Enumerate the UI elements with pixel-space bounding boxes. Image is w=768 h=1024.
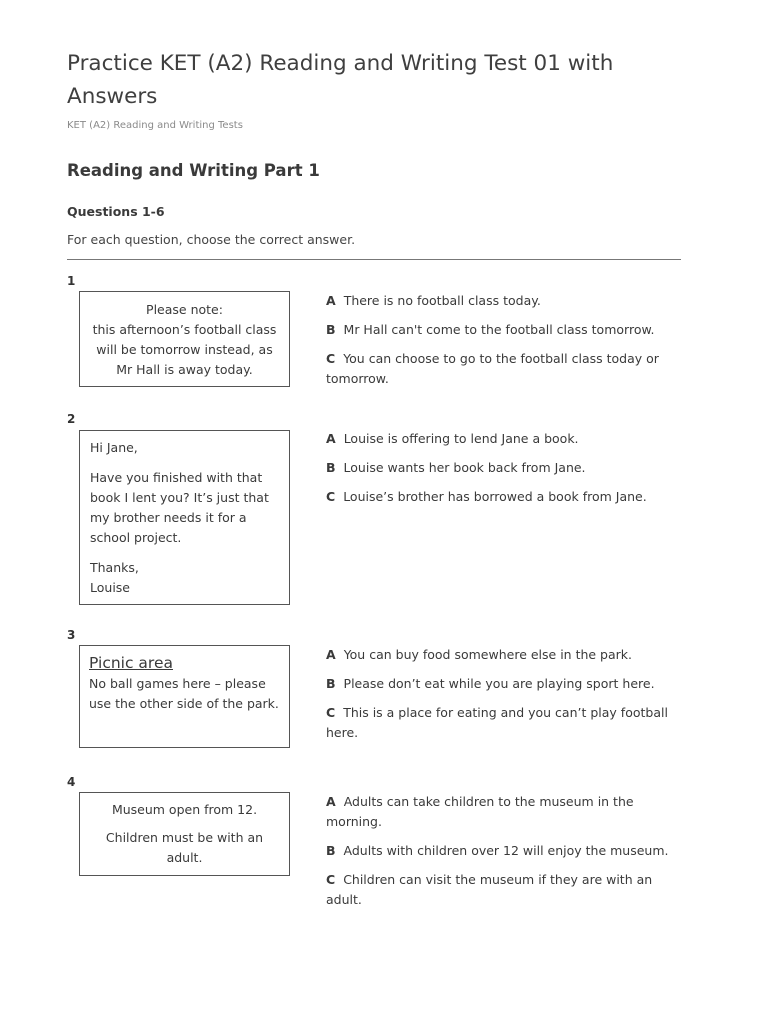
option-text: Louise wants her book back from Jane.: [343, 460, 586, 475]
notice-box: [79, 291, 290, 387]
notice-box: [79, 792, 290, 876]
option-text: Louise is offering to lend Jane a book.: [343, 431, 579, 446]
instructions-text: For each question, choose the correct answer.: [67, 232, 356, 247]
option-letter: A: [326, 647, 336, 662]
question-number: 3: [67, 628, 76, 642]
answer-option-c[interactable]: [326, 870, 686, 910]
option-text: Please don’t eat while you are playing sport here.: [343, 676, 655, 691]
breadcrumb-link[interactable]: KET (A2) Reading and Writing Tests: [67, 120, 243, 131]
question-number: 2: [67, 412, 76, 426]
question-number: 1: [67, 274, 76, 288]
answer-option-a[interactable]: [326, 429, 686, 449]
answer-option-a[interactable]: [326, 792, 686, 832]
option-letter: C: [326, 351, 336, 366]
notice-line: this afternoon’s football class will be tomorrow instead, as Mr Hall is away today.: [92, 322, 277, 377]
option-letter: C: [326, 705, 336, 720]
options-group: [326, 429, 686, 516]
option-letter: A: [326, 293, 336, 308]
notice-body: No ball games here – please use the other side of the park.: [89, 676, 279, 711]
option-letter: C: [326, 872, 336, 887]
option-text: You can buy food somewhere else in the park.: [343, 647, 632, 662]
option-text: Children can visit the museum if they are with an adult.: [326, 872, 653, 907]
option-text: This is a place for eating and you can’t play football here.: [326, 705, 668, 740]
options-group: [326, 291, 686, 398]
answer-option-c[interactable]: [326, 487, 686, 507]
answer-option-c[interactable]: [326, 349, 686, 389]
notice-greeting: Hi Jane,: [90, 440, 138, 455]
notice-title: Picnic area: [89, 654, 173, 672]
page-title: Practice KET (A2) Reading and Writing Test 01 with Answers: [67, 51, 614, 109]
option-letter: B: [326, 460, 336, 475]
option-text: Mr Hall can't come to the football class tomorrow.: [343, 322, 655, 337]
option-text: Louise’s brother has borrowed a book from Jane.: [343, 489, 647, 504]
option-letter: B: [326, 322, 336, 337]
answer-option-c[interactable]: [326, 703, 686, 743]
notice-line: Children must be with an adult.: [105, 830, 264, 865]
notice-signature: Louise: [90, 580, 130, 595]
divider: [67, 259, 681, 260]
options-group: [326, 792, 686, 919]
answer-option-b[interactable]: [326, 458, 686, 478]
option-letter: C: [326, 489, 336, 504]
option-letter: A: [326, 794, 336, 809]
answer-option-b[interactable]: [326, 674, 686, 694]
answer-option-a[interactable]: [326, 645, 686, 665]
option-letter: B: [326, 843, 336, 858]
notice-box: [79, 645, 290, 748]
answer-option-b[interactable]: [326, 841, 686, 861]
notice-box: [79, 430, 290, 605]
question-number: 4: [67, 775, 76, 789]
answer-option-b[interactable]: [326, 320, 686, 340]
option-text: Adults can take children to the museum in the morning.: [326, 794, 634, 829]
options-group: [326, 645, 686, 752]
option-text: Adults with children over 12 will enjoy the museum.: [343, 843, 669, 858]
option-letter: A: [326, 431, 336, 446]
option-letter: B: [326, 676, 336, 691]
section-heading: Reading and Writing Part 1: [67, 161, 320, 180]
option-text: You can choose to go to the football class today or tomorrow.: [326, 351, 659, 386]
answer-option-a[interactable]: [326, 291, 686, 311]
option-text: There is no football class today.: [343, 293, 541, 308]
notice-thanks: Thanks,: [90, 560, 139, 575]
notice-line: Please note:: [146, 302, 223, 317]
questions-heading: Questions 1-6: [67, 204, 165, 219]
notice-line: Museum open from 12.: [111, 802, 258, 817]
notice-body: Have you finished with that book I lent you? It’s just that my brother needs it for a school project.: [90, 470, 269, 545]
